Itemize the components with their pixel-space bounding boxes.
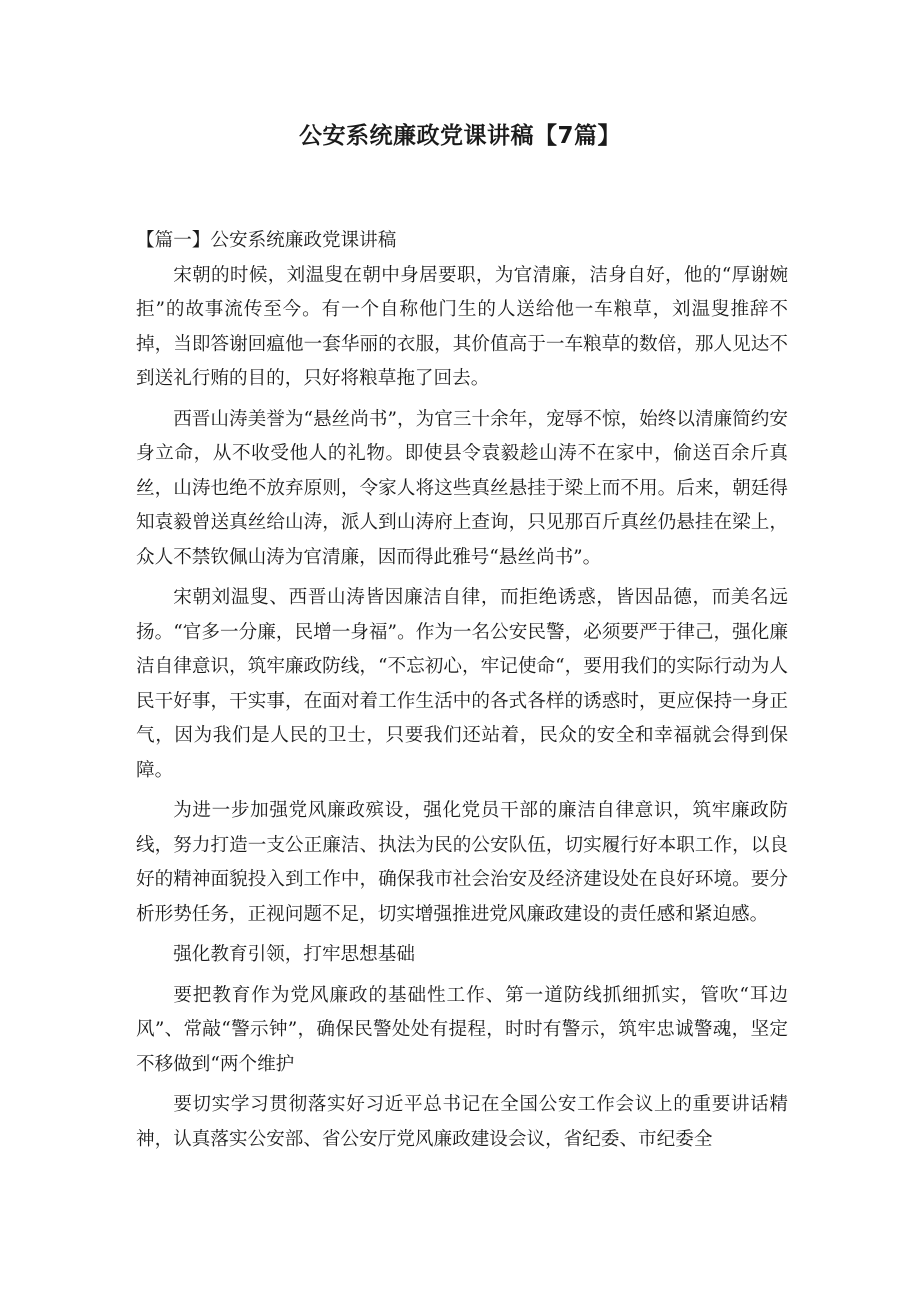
document-title: 公安系统廉政党课讲稿【7篇】 xyxy=(298,123,621,149)
paragraph-study: 要切实学习贯彻落实好习近平总书记在全国公安工作会议上的重要讲话精神，认真落实公安部、省公安厅党风廉政建设会议，省纪委、市纪委全 xyxy=(136,1094,788,1150)
paragraph-integrity-summary: 宋朝刘温叟、西晋山涛皆因廉洁自律，而拒绝诱惑，皆因品德，而美名远扬。“官多一分廉，民增一身福”。作为一名公安民警，必须要严于律己，强化廉洁自律意识，筑牢廉政防线，“不忘初心，牢记使命“，要用我们的实际行动为人民干好事，干实事，在面对着工作生活中的各式各样的诱惑时，更应保持一身正气，因为我们是人民的卫士，只要我们还站着，民众的安全和幸福就会得到保障。 xyxy=(136,587,788,781)
paragraph-education: 要把教育作为党风廉政的基础性工作、第一道防线抓细抓实，管吹“耳边风”、常敲“警示钟”，确保民警处处有提程，时时有警示，筑牢忠诚警魂，坚定不移做到“两个维护 xyxy=(136,984,788,1075)
paragraph-shan-tao: 西晋山涛美誉为“悬丝尚书”，为官三十余年，宠辱不惊，始终以清廉简约安身立命，从不收受他人的礼物。即使县令袁毅趁山涛不在家中，偷送百余斤真丝，山涛也绝不放弃原则，令家人将这些真丝悬挂于梁上而不用。后来，朝廷得知袁毅曾送真丝给山涛，派人到山涛府上查询，只见那百斤真丝仍悬挂在梁上，众人不禁钦佩山涛为官清廉，因而得此雅号“悬丝尚书”。 xyxy=(136,408,788,568)
paragraph-party-building: 为进一步加强党风廉政殡设，强化党员干部的廉洁自律意识，筑牢廉政防线，努力打造一支公正廉洁、执法为民的公安队伍，切实履行好本职工作，以良好的精神面貌投入到工作中，确保我市社会治安及经济建设处在良好环境。要分析形势任务，正视问题不足，切实增强推进党风廉政建设的责任感和紧迫感。 xyxy=(136,800,788,925)
document-body xyxy=(136,224,788,1157)
section-heading: 【篇一】公安系统廉政党课讲稿 xyxy=(136,230,397,251)
subheading-education: 强化教育引领，打牢思想基础 xyxy=(173,944,415,965)
paragraph-liu-wensou: 宋朝的时候，刘温叟在朝中身居要职，为官清廉，洁身自好，他的“厚谢婉拒”的故事流传至今。有一个自称他门生的人送给他一车粮草，刘温叟推辞不掉，当即答谢回瘟他一套华丽的衣服，其价值高于一车粮草的数倍，那人见达不到送礼行贿的目的，只好将粮草拖了回去。 xyxy=(136,264,788,389)
